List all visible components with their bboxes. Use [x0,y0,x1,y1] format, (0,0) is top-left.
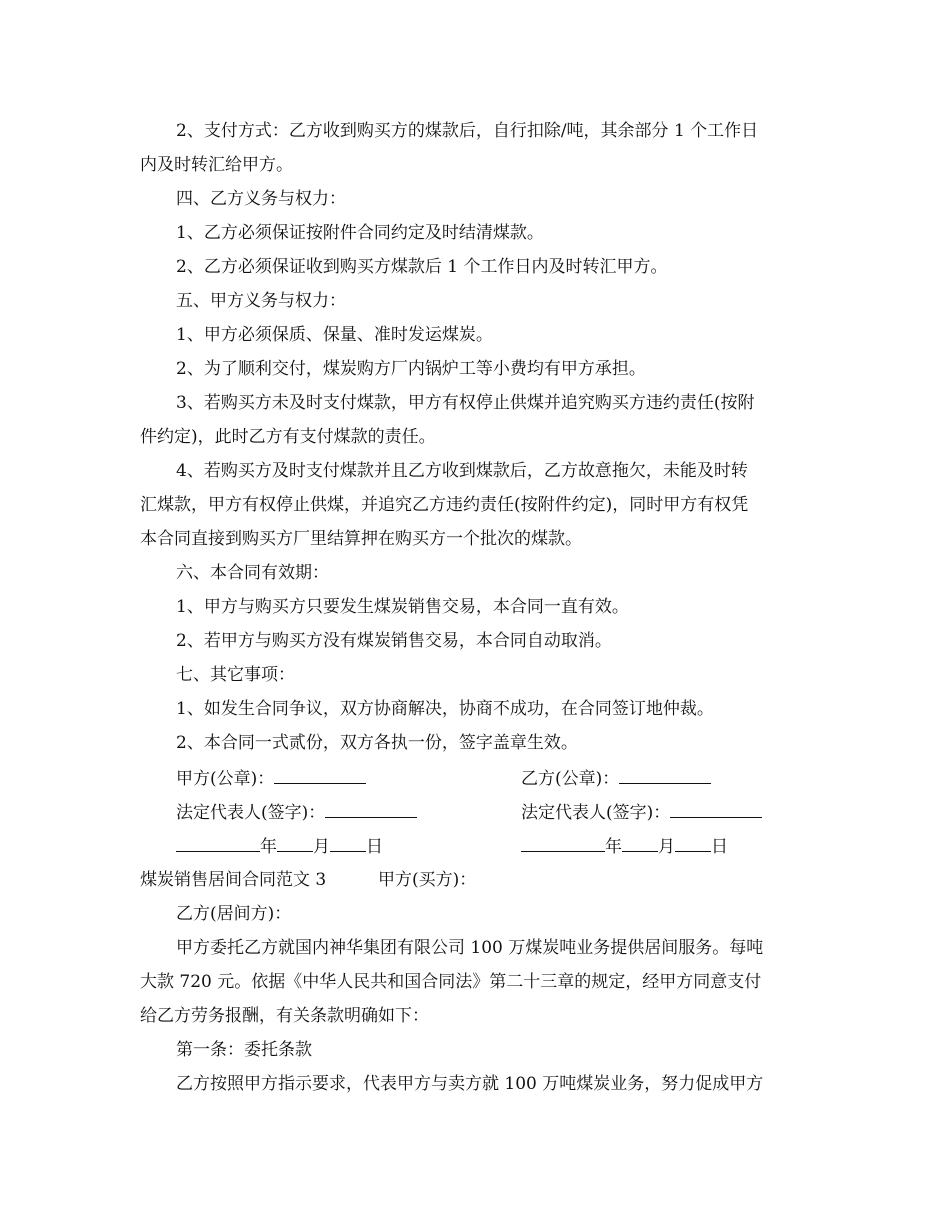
paragraph-line: 甲方委托乙方就国内神华集团有限公司 100 万煤炭吨业务提供居间服务。每吨 [176,938,764,958]
section-heading: 五、甲方义务与权力： [176,291,346,311]
paragraph-line: 乙方(居间方)： [176,904,292,924]
signature-blank [619,765,711,784]
day-label: 日 [711,837,728,857]
party-a-seal-label: 甲方(公章)： [176,769,275,789]
year-label: 年 [260,837,277,857]
signature-blank [325,799,417,818]
paragraph-line: 本合同直接到购买方厂里结算押在购买方一个批次的煤款。 [140,529,582,549]
day-blank [330,833,366,852]
paragraph-line: 2、支付方式：乙方收到购买方的煤款后，自行扣除/吨，其余部分 1 个工作日 [176,121,759,141]
section-heading: 七、其它事项： [176,665,295,685]
day-label: 日 [366,837,383,857]
month-label: 月 [658,837,675,857]
paragraph-line: 3、若购买方未及时支付煤款，甲方有权停止供煤并追究购买方违约责任(按附 [176,393,755,413]
legal-rep-a-field [176,799,417,825]
year-blank [521,833,605,852]
paragraph-line: 汇煤款，甲方有权停止供煤，并追究乙方违约责任(按附件约定)，同时甲方有权凭 [140,495,749,515]
month-blank [622,833,658,852]
signature-blank [670,799,762,818]
paragraph-line: 2、乙方必须保证收到购买方煤款后 1 个工作日内及时转汇甲方。 [176,257,668,277]
date-field-b [521,833,728,859]
paragraph-line: 给乙方劳务报酬，有关条款明确如下： [140,1006,429,1026]
paragraph-line: 2、为了顺利交付，煤炭购方厂内锅炉工等小费均有甲方承担。 [176,359,646,379]
party-a-seal-field [176,765,366,791]
legal-rep-b-label: 法定代表人(签字)： [521,803,671,823]
party-b-seal-label: 乙方(公章)： [521,769,620,789]
paragraph-line: 4、若购买方及时支付煤款并且乙方收到煤款后，乙方故意拖欠，未能及时转 [176,461,748,481]
paragraph-line: 内及时转汇给甲方。 [140,155,293,175]
paragraph-line: 1、甲方必须保质、保量、准时发运煤炭。 [176,325,493,345]
day-blank [675,833,711,852]
example-title: 煤炭销售居间合同范文 3 [140,870,327,890]
paragraph-line: 1、乙方必须保证按附件合同约定及时结清煤款。 [176,223,544,243]
section-heading: 四、乙方义务与权力： [176,189,346,209]
section-heading: 第一条：委托条款 [176,1040,312,1060]
month-label: 月 [313,837,330,857]
signature-blank [274,765,366,784]
paragraph-line: 1、甲方与购买方只要发生煤炭销售交易，本合同一直有效。 [176,597,629,617]
paragraph-line: 2、本合同一式贰份，双方各执一份，签字盖章生效。 [176,733,578,753]
month-blank [277,833,313,852]
paragraph-line: 乙方按照甲方指示要求，代表甲方与卖方就 100 万吨煤炭业务，努力促成甲方 [176,1074,764,1094]
legal-rep-b-field [521,799,762,825]
year-label: 年 [605,837,622,857]
paragraph-line: 1、如发生合同争议，双方协商解决，协商不成功，在合同签订地仲裁。 [176,699,714,719]
paragraph-line: 2、若甲方与购买方没有煤炭销售交易，本合同自动取消。 [176,631,612,651]
date-field-a [176,833,383,859]
paragraph-line: 件约定)，此时乙方有支付煤款的责任。 [140,427,436,447]
section-heading: 六、本合同有效期： [176,563,329,583]
example-party-a: 甲方(买方)： [378,870,477,890]
legal-rep-a-label: 法定代表人(签字)： [176,803,326,823]
party-b-seal-field [521,765,711,791]
paragraph-line: 大款 720 元。依据《中华人民共和国合同法》第二十三章的规定，经甲方同意支付 [140,972,762,992]
year-blank [176,833,260,852]
